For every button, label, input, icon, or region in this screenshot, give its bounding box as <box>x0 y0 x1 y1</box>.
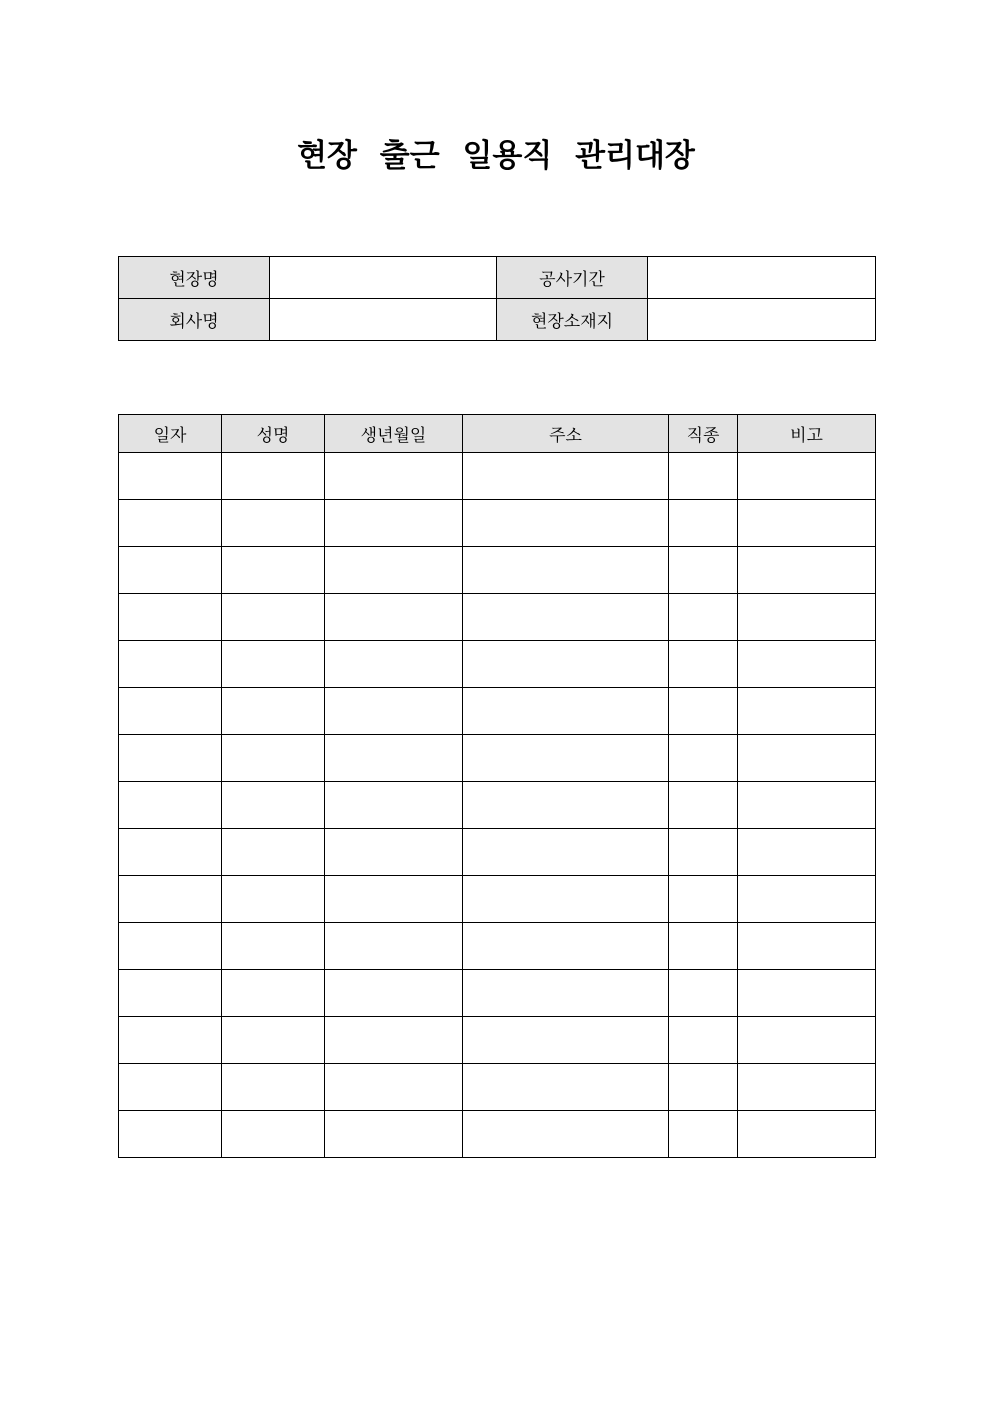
table-row <box>119 782 876 829</box>
remarks-cell[interactable] <box>738 970 876 1017</box>
table-row <box>119 829 876 876</box>
date-cell[interactable] <box>119 829 222 876</box>
date-cell[interactable] <box>119 923 222 970</box>
roster-header-row <box>119 415 876 453</box>
remarks-cell[interactable] <box>738 829 876 876</box>
column-header-remarks: 비고 <box>738 415 876 453</box>
address-cell[interactable] <box>463 923 669 970</box>
remarks-cell[interactable] <box>738 688 876 735</box>
remarks-cell[interactable] <box>738 1017 876 1064</box>
worker-roster-table <box>118 414 876 1158</box>
birthdate-cell[interactable] <box>325 688 463 735</box>
date-cell[interactable] <box>119 1017 222 1064</box>
roster-body <box>119 453 876 1158</box>
occupation-cell[interactable] <box>669 782 738 829</box>
address-cell[interactable] <box>463 970 669 1017</box>
birthdate-cell[interactable] <box>325 876 463 923</box>
occupation-cell[interactable] <box>669 829 738 876</box>
occupation-cell[interactable] <box>669 735 738 782</box>
occupation-cell[interactable] <box>669 641 738 688</box>
name-cell[interactable] <box>222 1064 325 1111</box>
remarks-cell[interactable] <box>738 641 876 688</box>
name-cell[interactable] <box>222 1111 325 1158</box>
birthdate-cell[interactable] <box>325 1064 463 1111</box>
occupation-cell[interactable] <box>669 453 738 500</box>
birthdate-cell[interactable] <box>325 923 463 970</box>
column-header-date: 일자 <box>119 415 222 453</box>
address-cell[interactable] <box>463 876 669 923</box>
name-cell[interactable] <box>222 829 325 876</box>
table-row <box>119 876 876 923</box>
table-row <box>119 688 876 735</box>
name-cell[interactable] <box>222 547 325 594</box>
site-info-table <box>118 256 876 341</box>
table-row <box>119 1111 876 1158</box>
name-cell[interactable] <box>222 641 325 688</box>
site-info-row <box>119 257 876 299</box>
occupation-cell[interactable] <box>669 594 738 641</box>
date-cell[interactable] <box>119 1064 222 1111</box>
remarks-cell[interactable] <box>738 453 876 500</box>
remarks-cell[interactable] <box>738 594 876 641</box>
birthdate-cell[interactable] <box>325 782 463 829</box>
birthdate-cell[interactable] <box>325 1111 463 1158</box>
address-cell[interactable] <box>463 500 669 547</box>
table-row <box>119 453 876 500</box>
occupation-cell[interactable] <box>669 1111 738 1158</box>
table-row <box>119 735 876 782</box>
remarks-cell[interactable] <box>738 1111 876 1158</box>
address-cell[interactable] <box>463 453 669 500</box>
address-cell[interactable] <box>463 782 669 829</box>
address-cell[interactable] <box>463 594 669 641</box>
table-row <box>119 547 876 594</box>
site-name-label: 현장명 <box>119 257 270 299</box>
occupation-cell[interactable] <box>669 1064 738 1111</box>
address-cell[interactable] <box>463 547 669 594</box>
name-cell[interactable] <box>222 782 325 829</box>
date-cell[interactable] <box>119 876 222 923</box>
remarks-cell[interactable] <box>738 547 876 594</box>
table-row <box>119 923 876 970</box>
name-cell[interactable] <box>222 500 325 547</box>
table-row <box>119 641 876 688</box>
company-name-label: 회사명 <box>119 299 270 341</box>
name-cell[interactable] <box>222 453 325 500</box>
date-cell[interactable] <box>119 594 222 641</box>
site-name-field[interactable] <box>270 257 497 299</box>
address-cell[interactable] <box>463 735 669 782</box>
occupation-cell[interactable] <box>669 1017 738 1064</box>
date-cell[interactable] <box>119 547 222 594</box>
column-header-occupation: 직종 <box>669 415 738 453</box>
name-cell[interactable] <box>222 735 325 782</box>
remarks-cell[interactable] <box>738 500 876 547</box>
column-header-birthdate: 생년월일 <box>325 415 463 453</box>
birthdate-cell[interactable] <box>325 735 463 782</box>
birthdate-cell[interactable] <box>325 453 463 500</box>
table-row <box>119 1017 876 1064</box>
page-title: 현장 출근 일용직 관리대장 <box>297 138 695 174</box>
name-cell[interactable] <box>222 923 325 970</box>
construction-period-label: 공사기간 <box>497 257 648 299</box>
date-cell[interactable] <box>119 641 222 688</box>
table-row <box>119 500 876 547</box>
birthdate-cell[interactable] <box>325 829 463 876</box>
name-cell[interactable] <box>222 688 325 735</box>
occupation-cell[interactable] <box>669 970 738 1017</box>
name-cell[interactable] <box>222 594 325 641</box>
address-cell[interactable] <box>463 1017 669 1064</box>
remarks-cell[interactable] <box>738 1064 876 1111</box>
occupation-cell[interactable] <box>669 688 738 735</box>
name-cell[interactable] <box>222 1017 325 1064</box>
address-cell[interactable] <box>463 829 669 876</box>
address-cell[interactable] <box>463 1064 669 1111</box>
date-cell[interactable] <box>119 688 222 735</box>
birthdate-cell[interactable] <box>325 641 463 688</box>
occupation-cell[interactable] <box>669 500 738 547</box>
remarks-cell[interactable] <box>738 735 876 782</box>
site-info-row <box>119 299 876 341</box>
address-cell[interactable] <box>463 1111 669 1158</box>
remarks-cell[interactable] <box>738 876 876 923</box>
birthdate-cell[interactable] <box>325 1017 463 1064</box>
date-cell[interactable] <box>119 782 222 829</box>
birthdate-cell[interactable] <box>325 547 463 594</box>
table-row <box>119 1064 876 1111</box>
table-row <box>119 970 876 1017</box>
occupation-cell[interactable] <box>669 876 738 923</box>
date-cell[interactable] <box>119 735 222 782</box>
remarks-cell[interactable] <box>738 782 876 829</box>
address-cell[interactable] <box>463 641 669 688</box>
date-cell[interactable] <box>119 500 222 547</box>
column-header-name: 성명 <box>222 415 325 453</box>
column-header-address: 주소 <box>463 415 669 453</box>
birthdate-cell[interactable] <box>325 500 463 547</box>
address-cell[interactable] <box>463 688 669 735</box>
date-cell[interactable] <box>119 1111 222 1158</box>
table-row <box>119 594 876 641</box>
site-location-label: 현장소재지 <box>497 299 648 341</box>
construction-period-field[interactable] <box>648 257 876 299</box>
date-cell[interactable] <box>119 453 222 500</box>
birthdate-cell[interactable] <box>325 594 463 641</box>
name-cell[interactable] <box>222 876 325 923</box>
date-cell[interactable] <box>119 970 222 1017</box>
occupation-cell[interactable] <box>669 923 738 970</box>
name-cell[interactable] <box>222 970 325 1017</box>
remarks-cell[interactable] <box>738 923 876 970</box>
occupation-cell[interactable] <box>669 547 738 594</box>
company-name-field[interactable] <box>270 299 497 341</box>
birthdate-cell[interactable] <box>325 970 463 1017</box>
site-location-field[interactable] <box>648 299 876 341</box>
